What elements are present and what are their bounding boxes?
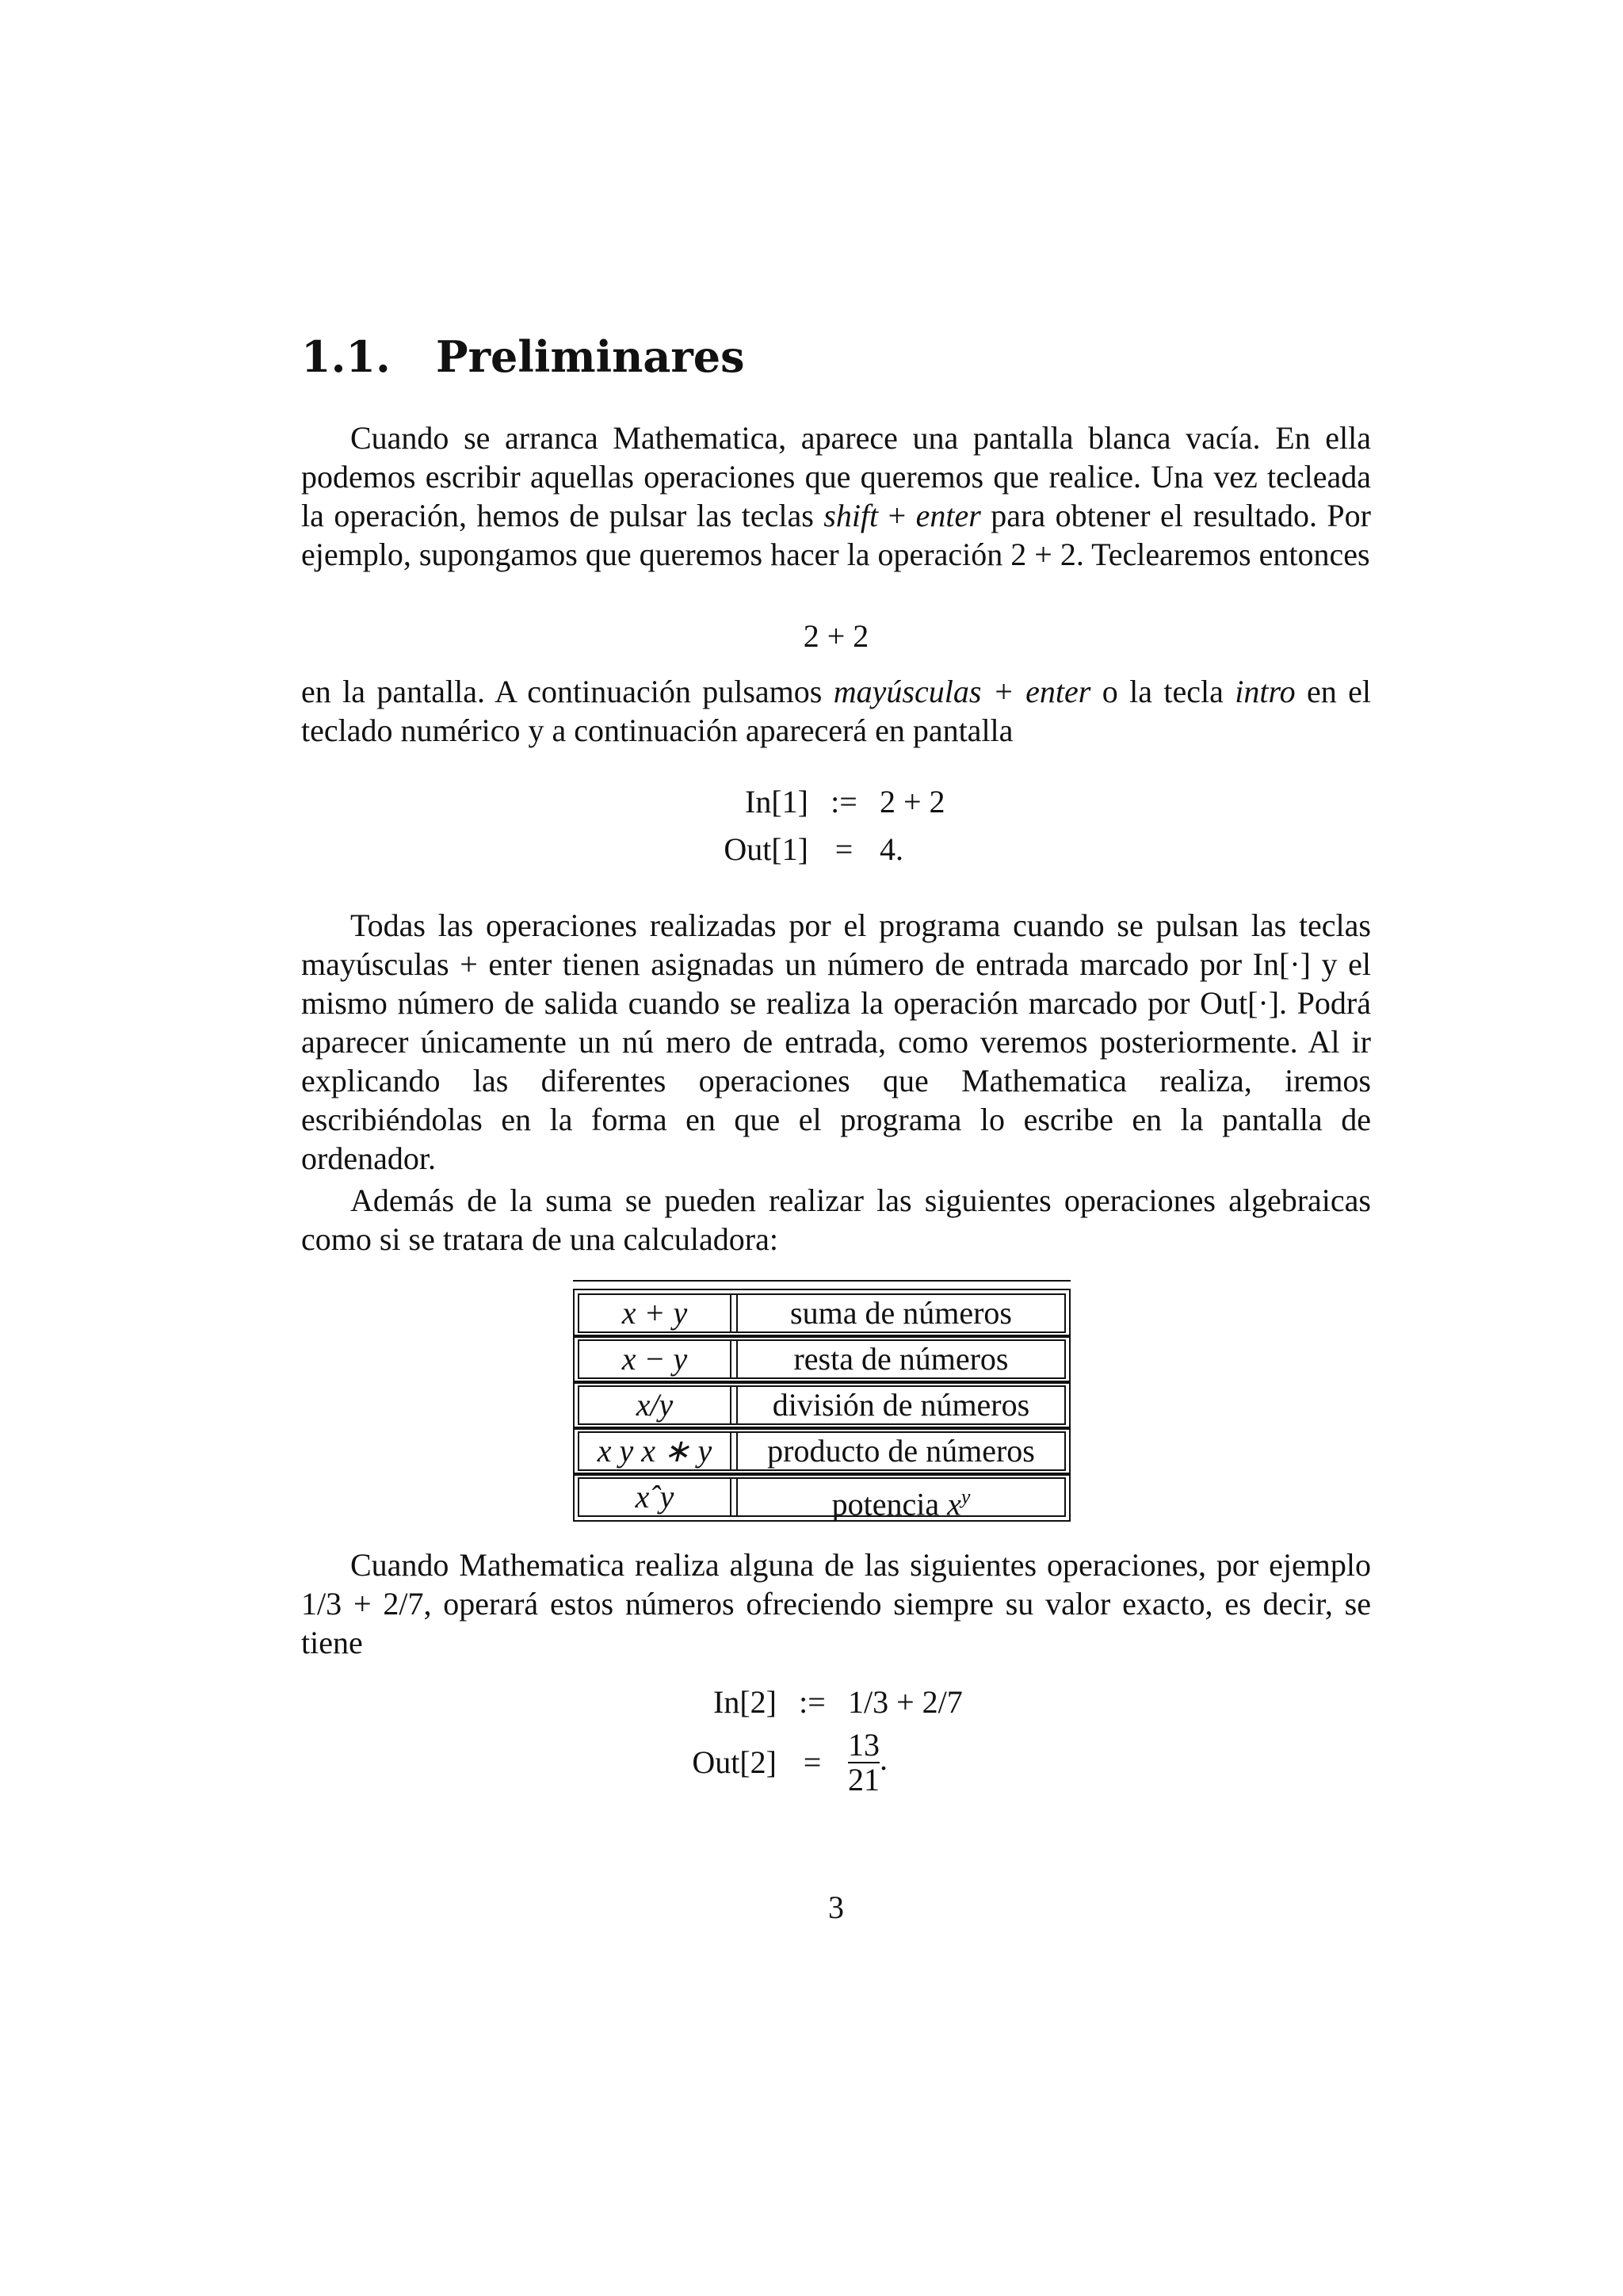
section-title: Preliminares: [436, 331, 745, 382]
equation-relation: :=: [831, 784, 857, 819]
table-row: [578, 1293, 1066, 1333]
key-shift: shift: [823, 498, 879, 533]
display-equation-1: 2 + 2: [803, 618, 869, 654]
table-cell-expression: x/y: [579, 1387, 731, 1423]
table-row: [578, 1477, 1066, 1522]
paragraph-operations: Además de la suma se pueden realizar las siguientes operaciones algebraicas como si se tratara de una calculadora:: [301, 1182, 1371, 1257]
key-enter: enter: [1025, 674, 1091, 709]
equation-array-1: [650, 778, 945, 873]
equation-period: .: [880, 1741, 888, 1778]
paragraph-text: en el teclado numérico y a continuación aparecerá en pantalla: [301, 674, 1371, 748]
equation-rhs: 1/3 + 2/7: [848, 1684, 963, 1720]
paragraph-text: o la tecla: [1090, 674, 1235, 709]
operations-table: [573, 1280, 1071, 1523]
table-cell-description: resta de números: [793, 1341, 1009, 1377]
fraction-denominator: 21: [848, 1762, 880, 1797]
power-base: x: [947, 1486, 961, 1522]
key-intro: intro: [1235, 674, 1296, 709]
equation-rhs: 4.: [880, 831, 903, 867]
table-cell-expression: x − y: [579, 1341, 731, 1377]
fraction-numerator: 13: [848, 1727, 880, 1763]
equation-relation: =: [834, 831, 854, 867]
table-cell-expression: xˆy: [579, 1479, 731, 1515]
fraction: [848, 1729, 880, 1797]
description-text: potencia: [831, 1486, 948, 1522]
paragraph-text: en la pantalla. A continuación pulsamos: [301, 674, 834, 709]
paragraph-in-out: Todas las operaciones realizadas por el programa cuando se pulsan las teclas mayúsculas + enter tienen asignadas un número de entrada marcado por In[·] y el mismo número de salida cuando se realiza la operación marcado por Out[·]. Podrá aparecer únicamente un nú mero de entrada, como veremos posteriormente. Al ir explicando las diferentes operaciones que Mathematica realiza, iremos escribiéndolas en la forma en que el programa lo escribe en la pantalla de ordenador.: [301, 907, 1371, 1176]
equation-rhs: 2 + 2: [880, 784, 945, 819]
table-cell-description: [738, 1479, 1064, 1522]
document-page: [301, 0, 1371, 2296]
power-exponent: y: [960, 1485, 971, 1508]
plus-text: +: [878, 498, 916, 533]
equation-row: [618, 1679, 963, 1726]
equation-lhs: In[1]: [745, 784, 808, 819]
equation-row: [618, 1726, 963, 1799]
table-cell-expression: x y x ∗ y: [579, 1433, 731, 1469]
table-row: [578, 1431, 1066, 1471]
equation-row: [650, 778, 945, 826]
section-heading: [301, 327, 745, 387]
equation-relation: =: [803, 1744, 822, 1780]
equation-row: [650, 826, 945, 873]
equation-lhs: In[2]: [713, 1684, 777, 1720]
paragraph-text: para obtener el resultado. Por ejemplo, supongamos que queremos hacer la operación 2 + 2. Teclearemos entonces: [301, 498, 1371, 572]
section-number: 1.1.: [301, 331, 391, 382]
equation-rhs: [848, 1729, 888, 1797]
table-row: [578, 1385, 1066, 1425]
paragraph-intro: [301, 418, 1371, 574]
table-row: [578, 1339, 1066, 1379]
key-mayusculas: mayúsculas: [833, 674, 982, 709]
table-cell-description: producto de números: [767, 1433, 1035, 1469]
equation-lhs: Out[2]: [692, 1744, 777, 1780]
equation-array-2: [618, 1679, 963, 1799]
equation-lhs: Out[1]: [724, 831, 808, 867]
page-number: 3: [828, 1889, 844, 1925]
table-cell-description: suma de números: [790, 1295, 1012, 1331]
key-enter: enter: [915, 498, 981, 533]
paragraph-continue: [301, 672, 1371, 750]
paragraph-text: Cuando se arranca Mathematica, aparece una pantalla blanca vacía. En ella podemos escribir aquellas operaciones que queremos que realice. Una vez tecleada la operación, hemos de pulsar las teclas: [301, 420, 1371, 533]
table-cell-expression: x + y: [579, 1295, 731, 1331]
table-cell-description: división de números: [772, 1387, 1030, 1423]
plus-text: +: [981, 674, 1026, 709]
paragraph-exact-values: Cuando Mathematica realiza alguna de las siguientes operaciones, por ejemplo 1/3 + 2/7, operará estos números ofreciendo siempre su valor exacto, es decir, se tiene: [301, 1547, 1371, 1660]
equation-relation: :=: [799, 1684, 826, 1720]
